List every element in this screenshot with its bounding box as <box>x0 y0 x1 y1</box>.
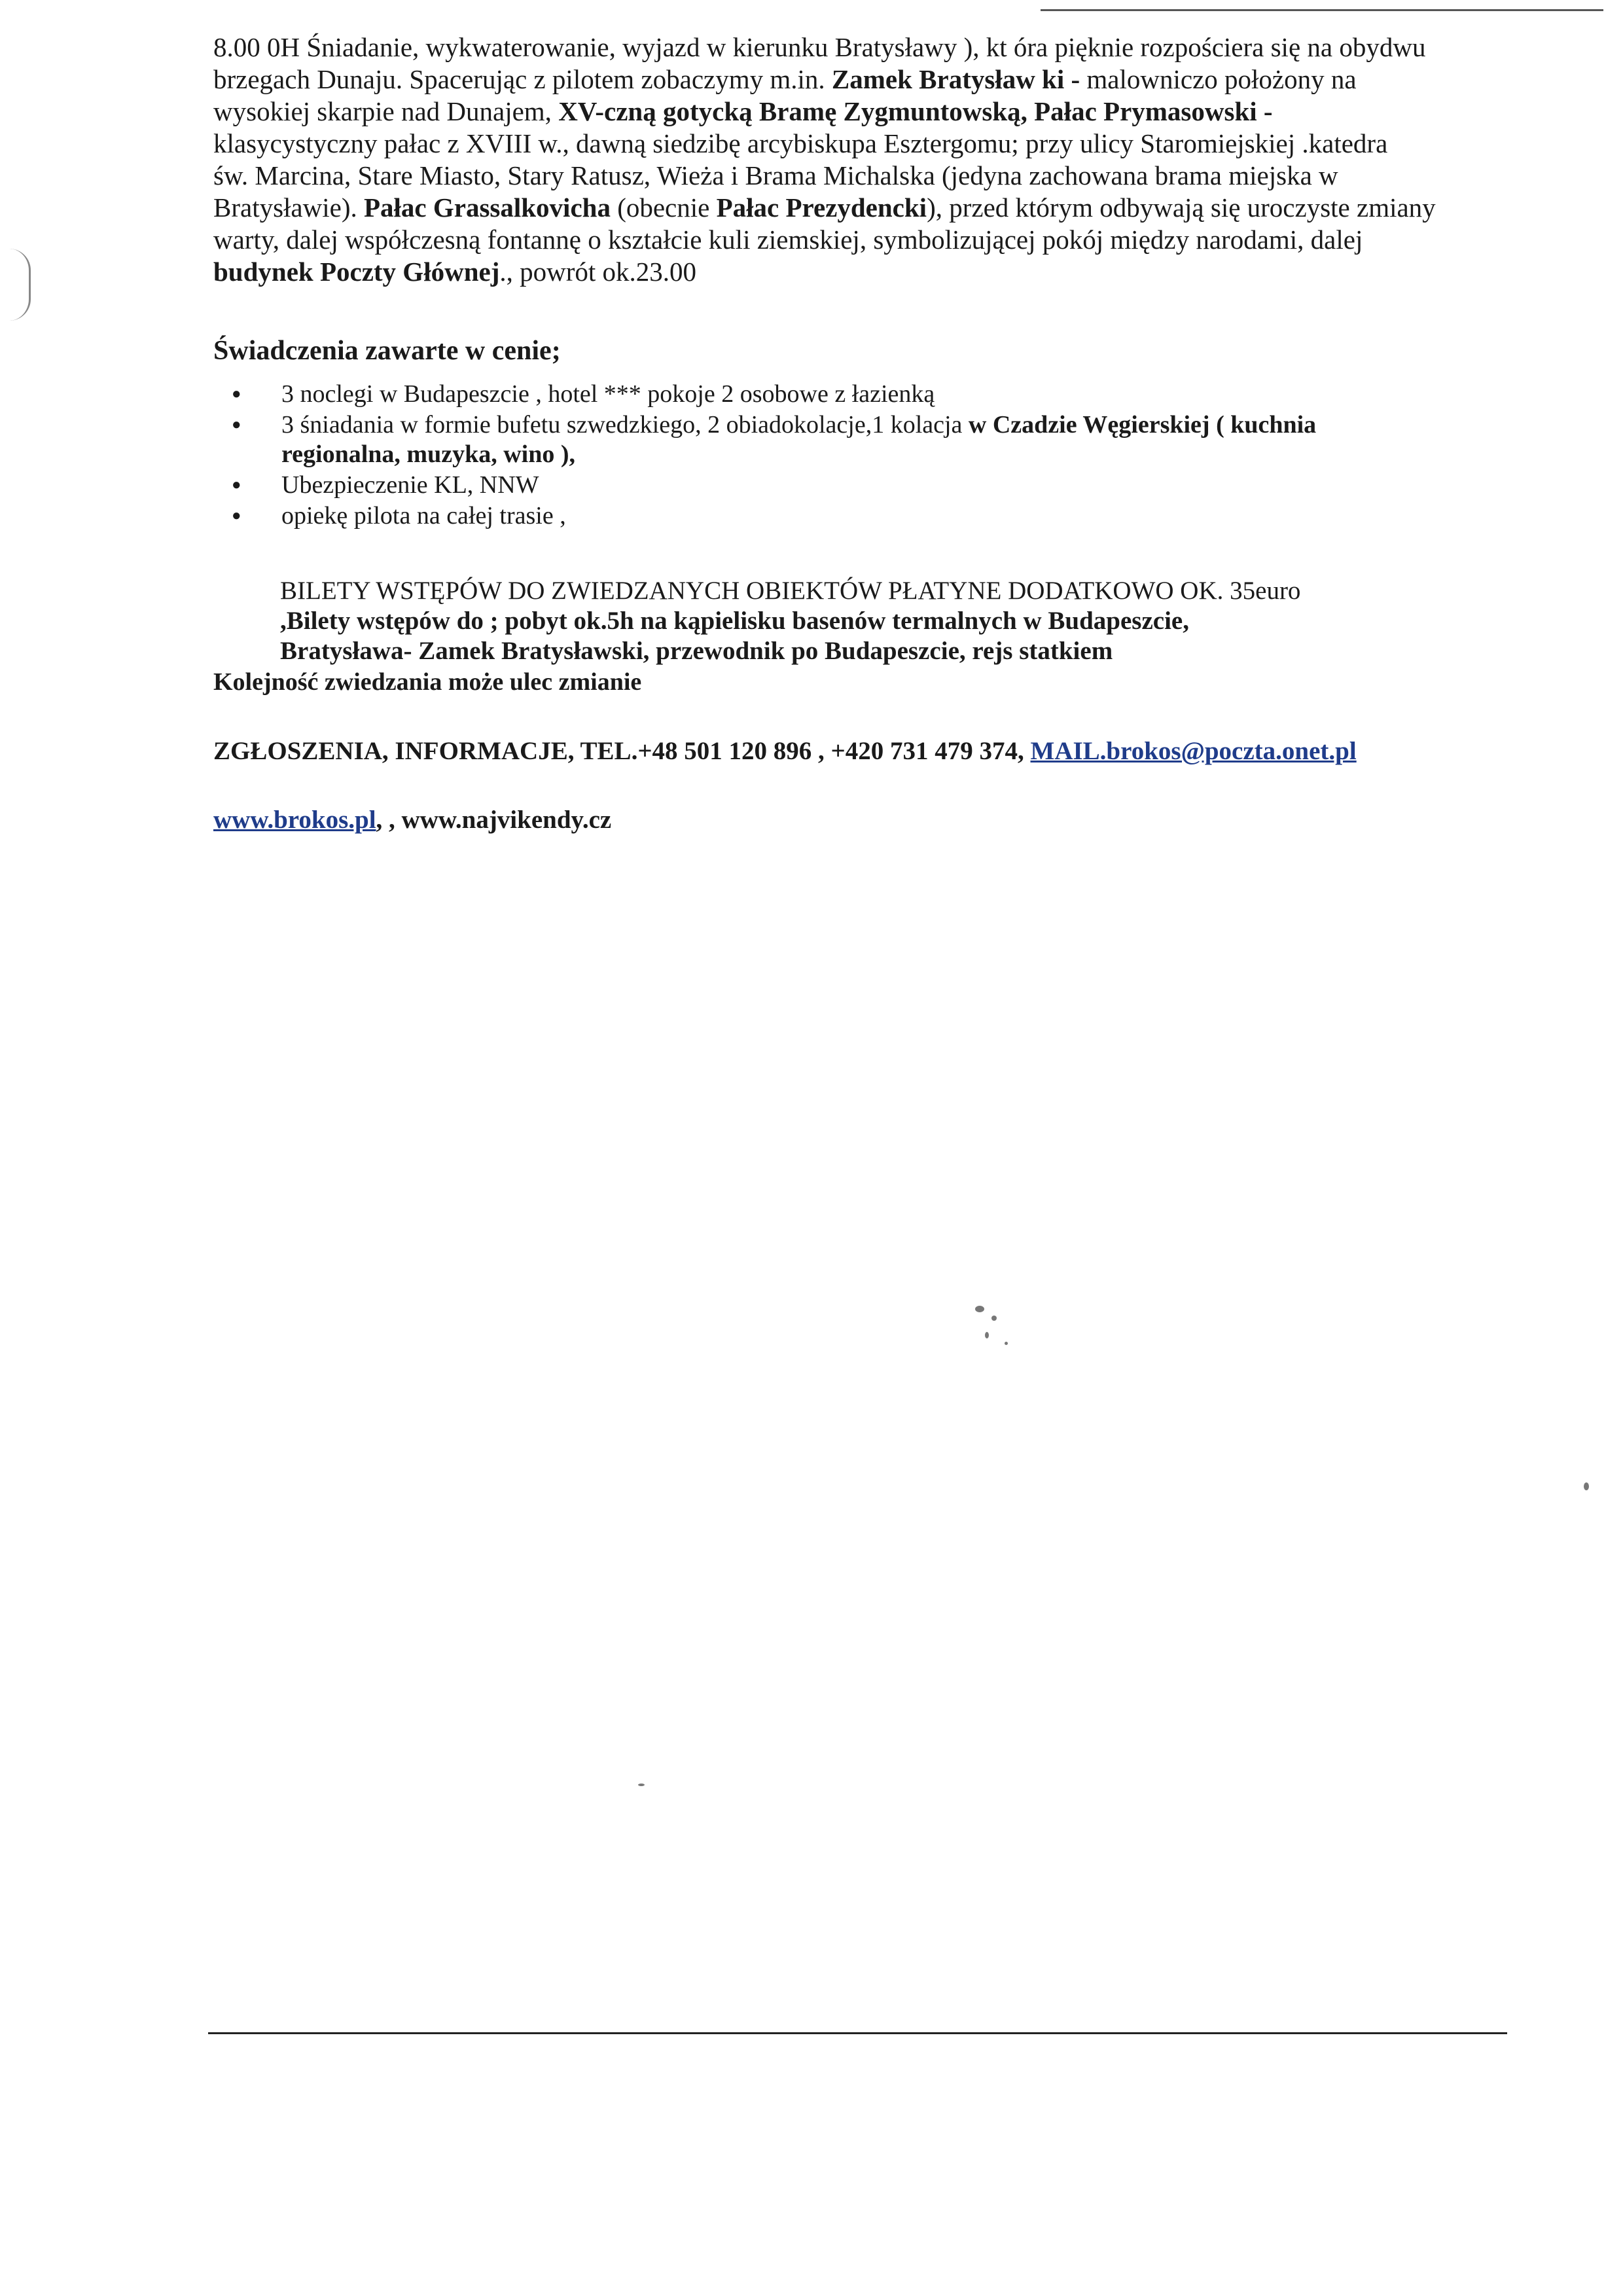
itinerary-text: Bratysławie). <box>213 192 364 223</box>
itinerary-line-1: 8.00 0H Śniadanie, wykwaterowanie, wyjazd w kierunku Bratysławy ), kt óra pięknie rozpościera się na obydwu <box>213 32 1426 62</box>
tickets-note <box>280 576 1300 666</box>
sigismund-gate: XV-czną gotycką Bramę Zygmuntowską, <box>558 96 1027 126</box>
list-item-text: 3 noclegi w Budapeszcie , hotel *** pokoje 2 osobowe z łazienką <box>281 380 935 408</box>
mail-link[interactable]: MAIL.brokos@poczta.onet.pl <box>1030 737 1357 765</box>
tickets-line-3: Bratysława- Zamek Bratysławski, przewodnik po Budapeszcie, rejs statkiem <box>280 637 1113 665</box>
list-item <box>213 471 1316 500</box>
grassalkovich-palace: Pałac Grassalkovicha <box>363 192 611 223</box>
primate-palace: Pałac Prymasowski - <box>1034 96 1273 126</box>
scan-speck <box>1005 1342 1008 1345</box>
spacer <box>1027 96 1034 126</box>
order-note: Kolejność zwiedzania może ulec zmianie <box>213 668 642 696</box>
scan-speck <box>991 1316 997 1321</box>
list-item <box>213 380 1316 409</box>
scan-speck <box>985 1332 989 1338</box>
itinerary-paragraph <box>213 31 1601 288</box>
itinerary-line-7: warty, dalej współczesną fontannę o kształcie kuli ziemskiej, symbolizującej pokój między narodami, dalej <box>213 224 1363 255</box>
margin-mark <box>9 249 31 321</box>
list-item-text: Ubezpieczenie KL, NNW <box>281 471 539 499</box>
najvikendy-website: www.najvikendy.cz <box>401 806 612 834</box>
brokos-website-link[interactable]: www.brokos.pl <box>213 806 376 834</box>
list-item <box>213 410 1316 469</box>
list-item-bold: w Czadzie Węgierskiej ( kuchnia <box>968 411 1317 439</box>
presidential-palace: Pałac Prezydencki <box>716 192 927 223</box>
list-item <box>213 501 1316 531</box>
itinerary-line-8 <box>213 256 1601 288</box>
list-item-text: 3 śniadania w formie bufetu szwedzkiego, 2 obiadokolacje,1 kolacja <box>281 411 969 439</box>
scan-speck <box>638 1784 645 1786</box>
itinerary-line-2 <box>213 63 1601 96</box>
itinerary-line-6 <box>213 192 1601 224</box>
included-list <box>213 380 1316 532</box>
list-item-text: opiekę pilota na całej trasie , <box>281 502 566 529</box>
itinerary-text: malowniczo położony na <box>1080 64 1357 94</box>
links-separator: , , <box>376 806 402 834</box>
itinerary-text: ., powrót ok.23.00 <box>499 257 697 287</box>
top-rule <box>1041 9 1603 11</box>
itinerary-line-5: św. Marcina, Stare Miasto, Stary Ratusz, Wieża i Brama Michalska (jedyna zachowana brama miejska w <box>213 160 1338 190</box>
itinerary-line-4: klasycystyczny pałac z XVIII w., dawną siedzibę arcybiskupa Esztergomu; przy ulicy Staromiejskiej .katedra <box>213 128 1388 158</box>
bratislava-castle: Zamek Bratysław ki - <box>831 64 1080 94</box>
itinerary-text: brzegach Dunaju. Spacerując z pilotem zobaczymy m.in. <box>213 64 832 94</box>
included-heading: Świadczenia zawarte w cenie; <box>213 336 561 366</box>
tickets-line-2: ,Bilety wstępów do ; pobyt ok.5h na kąpielisku basenów termalnych w Budapeszcie, <box>280 607 1189 635</box>
contact-line <box>213 736 1357 766</box>
tickets-line-1: BILETY WSTĘPÓW DO ZWIEDZANYCH OBIEKTÓW PŁATYNE DODATKOWO OK. 35euro <box>280 577 1301 605</box>
itinerary-text: (obecnie <box>610 192 717 223</box>
itinerary-line-3 <box>213 96 1601 128</box>
website-links <box>213 805 611 834</box>
itinerary-text: wysokiej skarpie nad Dunajem, <box>213 96 559 126</box>
scan-speck <box>975 1306 984 1312</box>
bottom-rule <box>208 2032 1507 2034</box>
contact-text: ZGŁOSZENIA, INFORMACJE, TEL.+48 501 120 896 , +420 731 479 374, <box>213 737 1031 765</box>
list-item-bold: regionalna, muzyka, wino ), <box>281 440 576 468</box>
scan-speck <box>1584 1482 1589 1490</box>
itinerary-text: ), przed którym odbywają się uroczyste zmiany <box>927 192 1436 223</box>
main-post-office: budynek Poczty Głównej <box>213 257 500 287</box>
